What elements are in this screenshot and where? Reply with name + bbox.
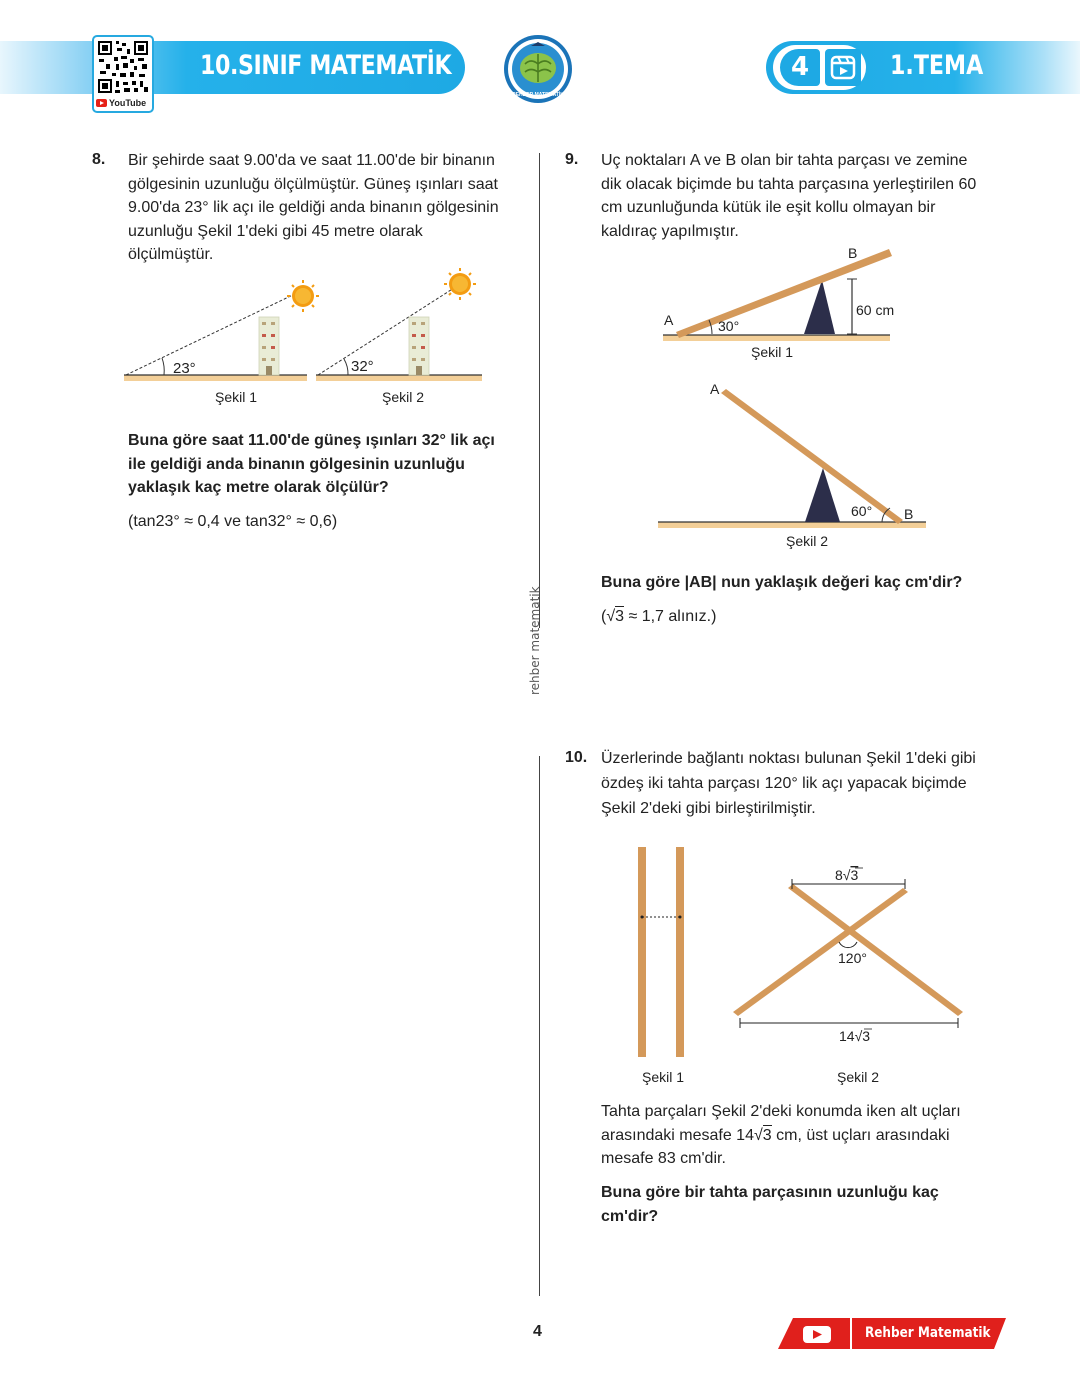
sqrt-icon: √	[753, 1126, 763, 1144]
q10-description	[601, 1100, 1001, 1171]
q9-number: 9.	[565, 151, 579, 168]
q10-fig1-plank-right	[676, 847, 684, 1057]
youtube-play-icon	[803, 1326, 831, 1343]
q10-text-line: Şekil 2'deki gibi birleştirilmiştir.	[601, 800, 816, 817]
q8-text-line: 9.00'da 23° lik açı ile geldiği anda binanın gölgesinin	[128, 199, 499, 216]
q8-text	[128, 149, 523, 267]
q9-fig2-label-a: A	[710, 381, 720, 397]
q10-fig2-top-length: 8√3	[835, 867, 859, 883]
q8-text-line: ölçülmüştür.	[128, 246, 214, 263]
q10-fig1-plank-left	[638, 847, 646, 1057]
q10-fig2-angle: 120°	[838, 950, 867, 966]
q9-text-line: cm uzunluğunda kütük ile eşit kollu olmayan bir	[601, 199, 936, 216]
youtube-link[interactable]	[96, 98, 146, 108]
q8-text-line: gölgesinin uzunluğu ölçülmüştür. Güneş ışınları saat	[128, 175, 498, 193]
q8-fig1-building-icon	[259, 317, 279, 375]
brain-logo-icon	[503, 34, 573, 104]
q10-desc-line: mesafe 83 cm'dir.	[601, 1150, 726, 1167]
q9-fig1-fulcrum	[804, 280, 835, 334]
sqrt-icon: √	[606, 608, 616, 625]
q8-question	[128, 429, 523, 500]
column-divider-bottom	[539, 756, 540, 1296]
q8-question-line: ile geldiği anda binanın gölgesinin uzunluğu	[128, 455, 465, 473]
q9-fig1-label-a: A	[664, 312, 674, 328]
q8-text-line: uzunluğu Şekil 1'deki gibi 45 metre olarak	[128, 222, 423, 240]
footer-channel-name[interactable]: Rehber Matematik	[865, 1325, 991, 1341]
course-title: 10.SINIF MATEMATİK	[200, 50, 452, 81]
q8-figures	[118, 262, 488, 388]
column-divider-top	[539, 153, 540, 628]
q9-fig2-caption: Şekil 2	[786, 533, 829, 549]
q9-fig1-ground	[663, 335, 890, 341]
q8-fig2-building-icon	[409, 317, 429, 375]
q10-fig1-caption: Şekil 1	[642, 1069, 685, 1085]
q10-text-line: Üzerlerinde bağlantı noktası bulunan Şekil 1'deki gibi	[601, 750, 976, 767]
q9-question: Buna göre |AB| nun yaklaşık değeri kaç cm'dir?	[601, 574, 963, 591]
q9-text-line: Uç noktaları A ve B olan bir tahta parçası ve zemine	[601, 152, 968, 169]
svg-text:REHBER MATEMATİK: REHBER MATEMATİK	[512, 92, 564, 98]
q10-text-line: özdeş iki tahta parçası 120° lik açı yapacak biçimde	[601, 775, 967, 792]
q10-desc-radicand: 3	[762, 1126, 772, 1144]
q10-text	[601, 746, 1001, 821]
q9-fig2-angle: 60°	[851, 503, 873, 519]
youtube-label: YouTube	[109, 98, 147, 108]
q10-desc-distance-text: arasındaki mesafe 14	[601, 1126, 754, 1144]
youtube-icon	[96, 99, 107, 107]
theme-title: 1.TEMA	[890, 50, 984, 81]
q8-question-line: yaklaşık kaç metre olarak ölçülür?	[128, 479, 389, 496]
q10-desc-line	[601, 1124, 1001, 1148]
q10-fig2-plank-a	[788, 884, 963, 1016]
q10-fig2-bottom-length: 14√3	[839, 1028, 871, 1044]
q8-fig1-sun-icon	[287, 280, 319, 312]
q8-question-line: Buna göre saat 11.00'de güneş ışınları 32° lik açı	[128, 432, 495, 449]
side-label: rehber matematik	[528, 586, 542, 695]
q8-fig2-caption: Şekil 2	[382, 389, 425, 405]
q10-question-line: cm'dir?	[601, 1207, 659, 1225]
q9-text-line: kaldıraç yapılmıştır.	[601, 222, 739, 240]
q9-fig2-label-b: B	[904, 506, 914, 522]
q10-figures	[625, 840, 975, 1060]
q9-fig2-ground	[658, 522, 926, 528]
page-badge-number: 4	[780, 49, 820, 86]
q8-number: 8.	[92, 151, 106, 168]
q10-question	[601, 1181, 1001, 1228]
q8-fig2-ground	[316, 375, 482, 381]
q8-fig1-caption: Şekil 1	[215, 389, 258, 405]
q9-fig1-plank	[676, 249, 895, 338]
page-number: 4	[533, 1323, 542, 1340]
q8-fig2-sunray	[318, 288, 454, 375]
q8-text-line: Bir şehirde saat 9.00'da ve saat 11.00'de bir binanın	[128, 152, 495, 169]
q9-figures	[650, 240, 940, 550]
q10-number: 10.	[565, 749, 588, 766]
q9-fig1-caption: Şekil 1	[751, 344, 794, 360]
q8-fig1-ground	[124, 375, 307, 381]
video-icon[interactable]	[825, 49, 861, 86]
q9-fig1-angle: 30°	[718, 318, 740, 334]
q10-question-line: Buna göre bir tahta parçasının uzunluğu kaç	[601, 1184, 939, 1201]
q9-text-line: dik olacak biçimde bu tahta parçasına yerleştirilen 60	[601, 175, 977, 193]
q9-hint	[601, 605, 716, 629]
q9-fig1-label-b: B	[848, 245, 858, 261]
q8-fig1-angle: 23°	[173, 360, 196, 377]
q10-fig2-caption: Şekil 2	[837, 1069, 880, 1085]
q9-fig1-height: 60 cm	[856, 302, 895, 318]
q10-desc-line: Tahta parçaları Şekil 2'deki konumda iken alt uçları	[601, 1103, 961, 1120]
q9-hint-suffix: ≈ 1,7 alınız.)	[624, 608, 717, 625]
q8-hint: (tan23° ≈ 0,4 ve tan32° ≈ 0,6)	[128, 513, 338, 530]
q9-hint-radicand: 3	[615, 608, 625, 625]
q9-hint-prefix: (	[601, 608, 607, 625]
q10-desc-distance-suffix: cm, üst uçları arasındaki	[771, 1126, 950, 1144]
q9-text	[601, 149, 1001, 243]
q8-fig2-angle: 32°	[351, 358, 374, 375]
q8-fig2-sun-icon	[444, 268, 476, 300]
